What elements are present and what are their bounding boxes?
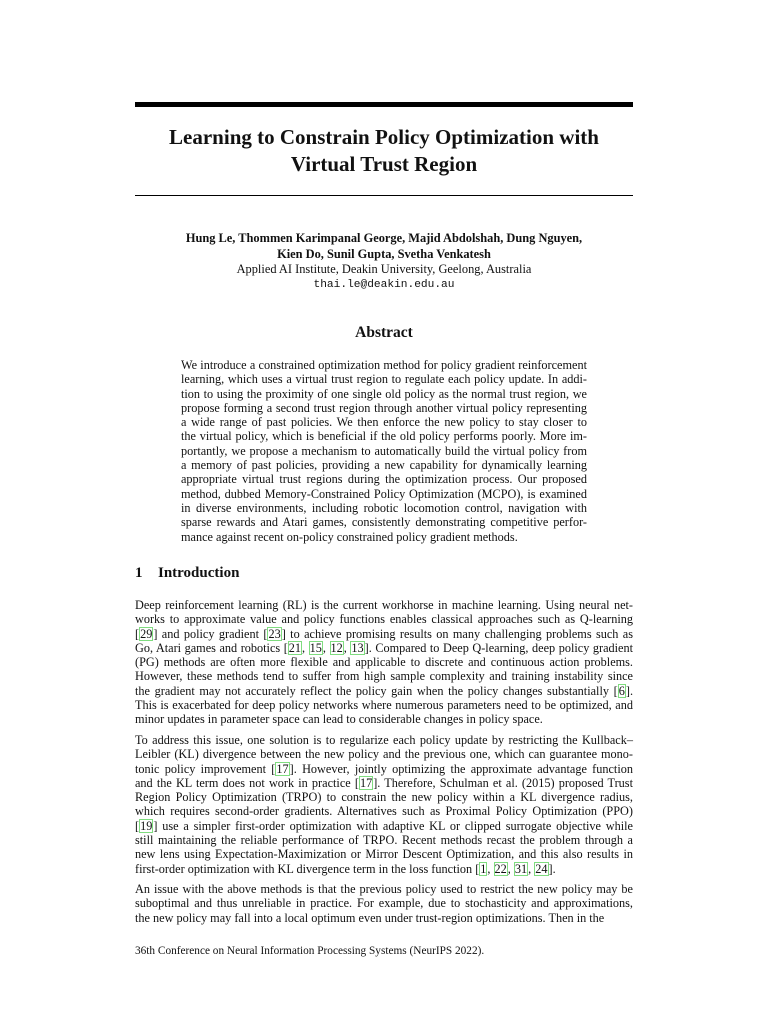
citation-link[interactable]: 1 <box>480 861 487 876</box>
citation-link[interactable]: 15 <box>309 640 322 655</box>
text-line: portantly, we propose a mechanism to automatically build the virtual policy from <box>181 443 587 458</box>
text-line: the gradient may not accurately reflect the policy gain when the policy changes substantially [6]. <box>135 683 633 698</box>
text-line: method, dubbed Memory-Constrained Policy Optimization (MCPO), is examined <box>181 486 587 501</box>
text-line: tonic policy improvement [17]. However, jointly optimizing the approximate advantage function <box>135 761 633 776</box>
text-line: Region Policy Optimization (TRPO) to constrain the new policy within a KL divergence radius, <box>135 790 633 805</box>
citation-link[interactable]: 22 <box>494 861 507 876</box>
citation-link[interactable]: 23 <box>268 626 281 641</box>
intro-paragraph-1 <box>135 598 633 727</box>
citation-link[interactable]: 13 <box>351 640 364 655</box>
section-number: 1 <box>135 565 143 581</box>
citation-link[interactable]: 31 <box>514 861 528 876</box>
text-line: works to approximate value and policy functions enables classical approaches such as Q-learning <box>135 612 633 627</box>
text-line: [19] use a simpler first-order optimization with adaptive KL or clipped surrogate objective while <box>135 818 633 833</box>
text-line: a memory of past policies, providing a new capability for dynamically learning <box>181 458 587 473</box>
citation-link[interactable]: 17 <box>359 775 373 790</box>
text-line: the new policy may fall into a local optimum even under trust-region optimizations. Then in the <box>135 910 605 925</box>
text-line: However, these methods tend to suffer from high sample complexity and training instability since <box>135 669 633 684</box>
text-line: in diverse environments, including robotic locomotion control, navigation with <box>181 500 587 515</box>
author-names: Hung Le, Thommen Karimpanal George, Majid Abdolshah, Dung Nguyen, <box>185 231 583 245</box>
text-line: To address this issue, one solution is to regularize each policy update by restricting the Kullback– <box>135 733 633 747</box>
text-line: minor updates in parameter space can lead to considerable changes in policy space. <box>135 712 543 727</box>
text-line: a wide range of past policies. We then enforce the new policy to stay closer to <box>181 415 587 430</box>
citation-link[interactable]: 6 <box>618 683 625 698</box>
affiliation: Applied AI Institute, Deakin University, Geelong, Australia <box>236 262 532 276</box>
text-line: (PG) methods are often more flexible and applicable to discrete and continuous action problems. <box>135 655 633 670</box>
conference-footnote: 36th Conference on Neural Information Processing Systems (NeurIPS 2022). <box>135 945 485 957</box>
citation-link[interactable]: 12 <box>330 640 343 655</box>
text-line: and the KL term does not work in practice [17]. Therefore, Schulman et al. (2015) proposed Trust <box>135 775 633 790</box>
title-rule-top <box>135 102 633 107</box>
text-line: An issue with the above methods is that the previous policy used to restrict the new policy may be <box>135 882 633 896</box>
author-email: thai.le@deakin.edu.au <box>313 278 455 291</box>
text-line: the virtual policy, which is beneficial if the old policy performs poorly. More im- <box>181 429 587 444</box>
citation-link[interactable]: 17 <box>276 761 289 776</box>
author-block <box>135 231 633 293</box>
text-line: Leibler (KL) divergence between the new policy and the previous one, which can guarantee mono- <box>135 747 633 762</box>
section-heading <box>135 565 239 582</box>
text-line: sparse rewards and Atari games, consistently demonstrating competitive perfor- <box>181 515 587 530</box>
abstract-body <box>181 358 587 544</box>
text-line: appropriate virtual trust regions during the optimization process. Our proposed <box>181 472 587 487</box>
paper-title-line: Virtual Trust Region <box>290 152 478 176</box>
text-line: new lens using Expectation-Maximization or Mirror Descent Optimization, and this also results in <box>135 847 633 862</box>
text-line: learning, which uses a virtual trust region to regulate each policy update. In addi- <box>181 372 587 387</box>
text-line: [29] and policy gradient [23] to achieve promising results on many challenging problems such as <box>135 626 633 641</box>
text-line: first-order optimization with KL divergence term in the loss function [1, 22, 31, 24]. <box>135 861 556 876</box>
citation-link[interactable]: 21 <box>288 640 302 655</box>
citation-link[interactable]: 24 <box>535 861 548 876</box>
text-line: mance against recent on-policy constrained policy gradient methods. <box>181 529 518 544</box>
author-names: Kien Do, Sunil Gupta, Svetha Venkatesh <box>277 246 491 261</box>
citation-link[interactable]: 19 <box>140 818 153 833</box>
text-line: still maintaining the reliable performance of TRPO. Recent methods recast the problem through a <box>135 833 633 848</box>
paper-title-line: Learning to Constrain Policy Optimization with <box>169 125 599 149</box>
text-line: This is exacerbated for deep policy networks where numerous parameters need to be optimized, and <box>135 698 633 713</box>
text-line: which requires second-order gradients. Alternatives such as Proximal Policy Optimization (PPO) <box>135 804 633 819</box>
text-line: propose forming a second trust region through another virtual policy representing <box>181 400 587 415</box>
text-line: We introduce a constrained optimization method for policy gradient reinforcement <box>181 358 587 372</box>
title-rule-bottom <box>135 195 633 196</box>
citation-link[interactable]: 29 <box>140 626 153 641</box>
paper-title <box>135 124 633 178</box>
intro-paragraph-3 <box>135 882 633 925</box>
text-line: Go, Atari games and robotics [21, 15, 12, 13]. Compared to Deep Q-learning, deep policy gradient <box>135 640 633 655</box>
text-line: Deep reinforcement learning (RL) is the current workhorse in machine learning. Using neural net- <box>135 598 633 612</box>
text-line: tion to using the proximity of one single old policy as the normal trust region, we <box>181 386 587 401</box>
section-title: Introduction <box>158 565 240 581</box>
intro-paragraph-2 <box>135 733 633 876</box>
text-line: suboptimal and thus unreliable in practice. For example, due to stochasticity and approximations, <box>135 896 633 911</box>
abstract-heading: Abstract <box>355 324 413 341</box>
